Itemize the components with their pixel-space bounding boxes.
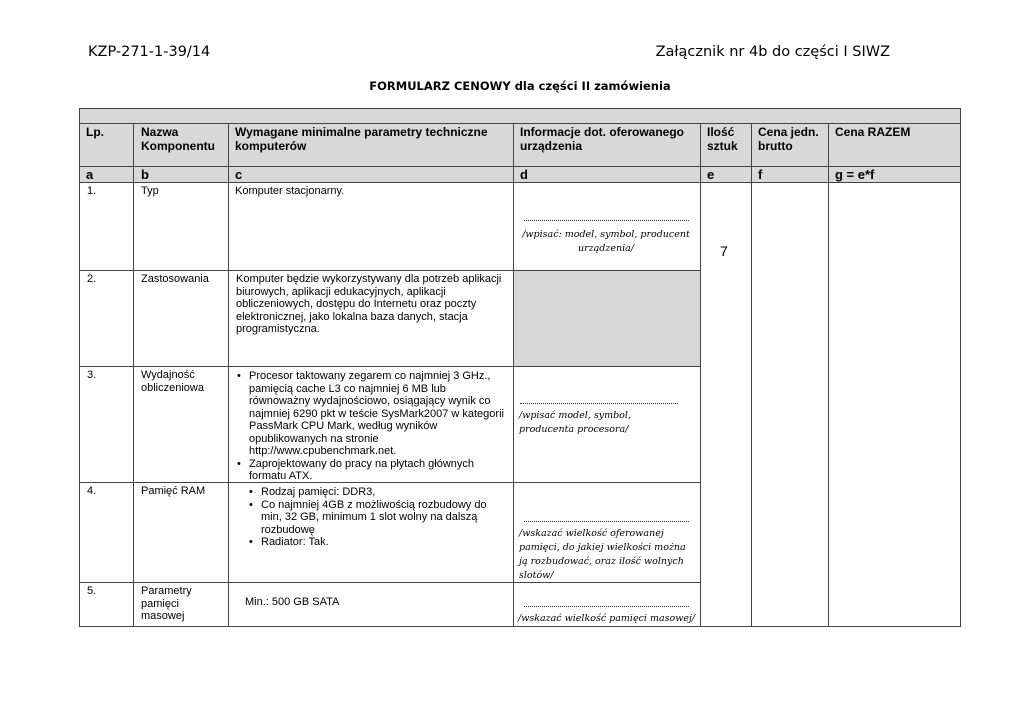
col-letter-d: d [513, 166, 700, 182]
row-4-params [228, 482, 513, 582]
col-letter-a: a [79, 166, 133, 182]
col-header-unit-price: Cena jedn. brutto [751, 123, 828, 166]
row-4-bullet: • Co najmniej 4GB z możliwością rozbudowy do min, 32 GB, minimum 1 slot wolny na dalszą rozbudowę [255, 499, 506, 537]
row-3-name: Wydajność obliczeniowa [133, 366, 228, 482]
row-1-lp: 1. [79, 182, 133, 270]
col-letter-g: g = e*f [828, 166, 961, 182]
row-3-bullet: • Procesor taktowany zegarem co najmniej 3 GHz., pamięcią cache L3 co najmniej 6 MB lub równoważny wydajnościowo, osiągający wynik co najmniej 6290 pkt w teście SysMark2007 w kategorii PassMark CPU Mark, według wyników opublikowanych na stronie http://www.cpubenchmark.net. [243, 370, 506, 458]
row-1-info-cell[interactable] [513, 182, 700, 270]
col-letter-b: b [133, 166, 228, 182]
document-reference: KZP-271-1-39/14 [88, 44, 211, 60]
row-5-lp: 5. [79, 582, 133, 627]
row-4-bullet: • Radiator: Tak. [255, 536, 506, 549]
row-5-fill-hint: /wskazać wielkość pamięci masowej/ [518, 613, 696, 624]
row-1-fill-hint: /wpisać: model, symbol, producent urządzenia/ [522, 229, 690, 254]
col-letter-e: e [700, 166, 751, 182]
total-price-cell[interactable] [828, 182, 961, 627]
row-3-bullet: • Zaprojektowany do pracy na płytach głównych formatu ATX. [243, 458, 506, 483]
row-4-fill-hint: /wskazać wielkość oferowanej pamięci, do jakiej wielkości można ją rozbudować, oraz ilość wolnych slotów/ [519, 528, 686, 581]
row-3-lp: 3. [79, 366, 133, 482]
row-3-fill-line [520, 403, 678, 404]
annex-label: Załącznik nr 4b do części I SIWZ [655, 44, 890, 60]
unit-price-cell[interactable] [751, 182, 828, 627]
row-3-params [228, 366, 513, 482]
table-top-strip [79, 108, 961, 123]
row-3-fill-hint: /wpisać model, symbol, producenta procesora/ [519, 410, 631, 435]
row-2-lp: 2. [79, 270, 133, 366]
row-2-params: Komputer będzie wykorzystywany dla potrzeb aplikacji biurowych, aplikacji edukacyjnych, aplikacji obliczeniowych, dostępu do Internetu oraz poczty elektronicznej, jako lokalna baza danych, stacja programistyczna. [228, 270, 513, 366]
row-1-params: Komputer stacjonarny. [228, 182, 513, 270]
row-4-lp: 4. [79, 482, 133, 582]
row-4-bullet: • Rodzaj pamięci: DDR3, [255, 486, 506, 499]
row-5-params: Min.: 500 GB SATA [228, 582, 513, 627]
row-1-name: Typ [133, 182, 228, 270]
row-2-info-cell-disabled [513, 270, 700, 366]
col-header-name: Nazwa Komponentu [133, 123, 228, 166]
col-header-lp: Lp. [79, 123, 133, 166]
form-title: FORMULARZ CENOWY dla części II zamówienia [369, 79, 671, 93]
col-letter-f: f [751, 166, 828, 182]
col-header-info: Informacje dot. oferowanego urządzenia [513, 123, 700, 166]
row-5-name: Parametry pamięci masowej [133, 582, 228, 627]
col-header-qty: Ilość sztuk [700, 123, 751, 166]
quantity-value: 7 [720, 243, 728, 259]
row-5-fill-line [524, 606, 689, 607]
col-letter-c: c [228, 166, 513, 182]
col-header-params: Wymagane minimalne parametry techniczne komputerów [228, 123, 513, 166]
row-2-name: Zastosowania [133, 270, 228, 366]
row-4-name: Pamięć RAM [133, 482, 228, 582]
row-1-fill-line [524, 220, 689, 221]
row-4-fill-line [524, 521, 689, 522]
col-header-total: Cena RAZEM [828, 123, 961, 166]
